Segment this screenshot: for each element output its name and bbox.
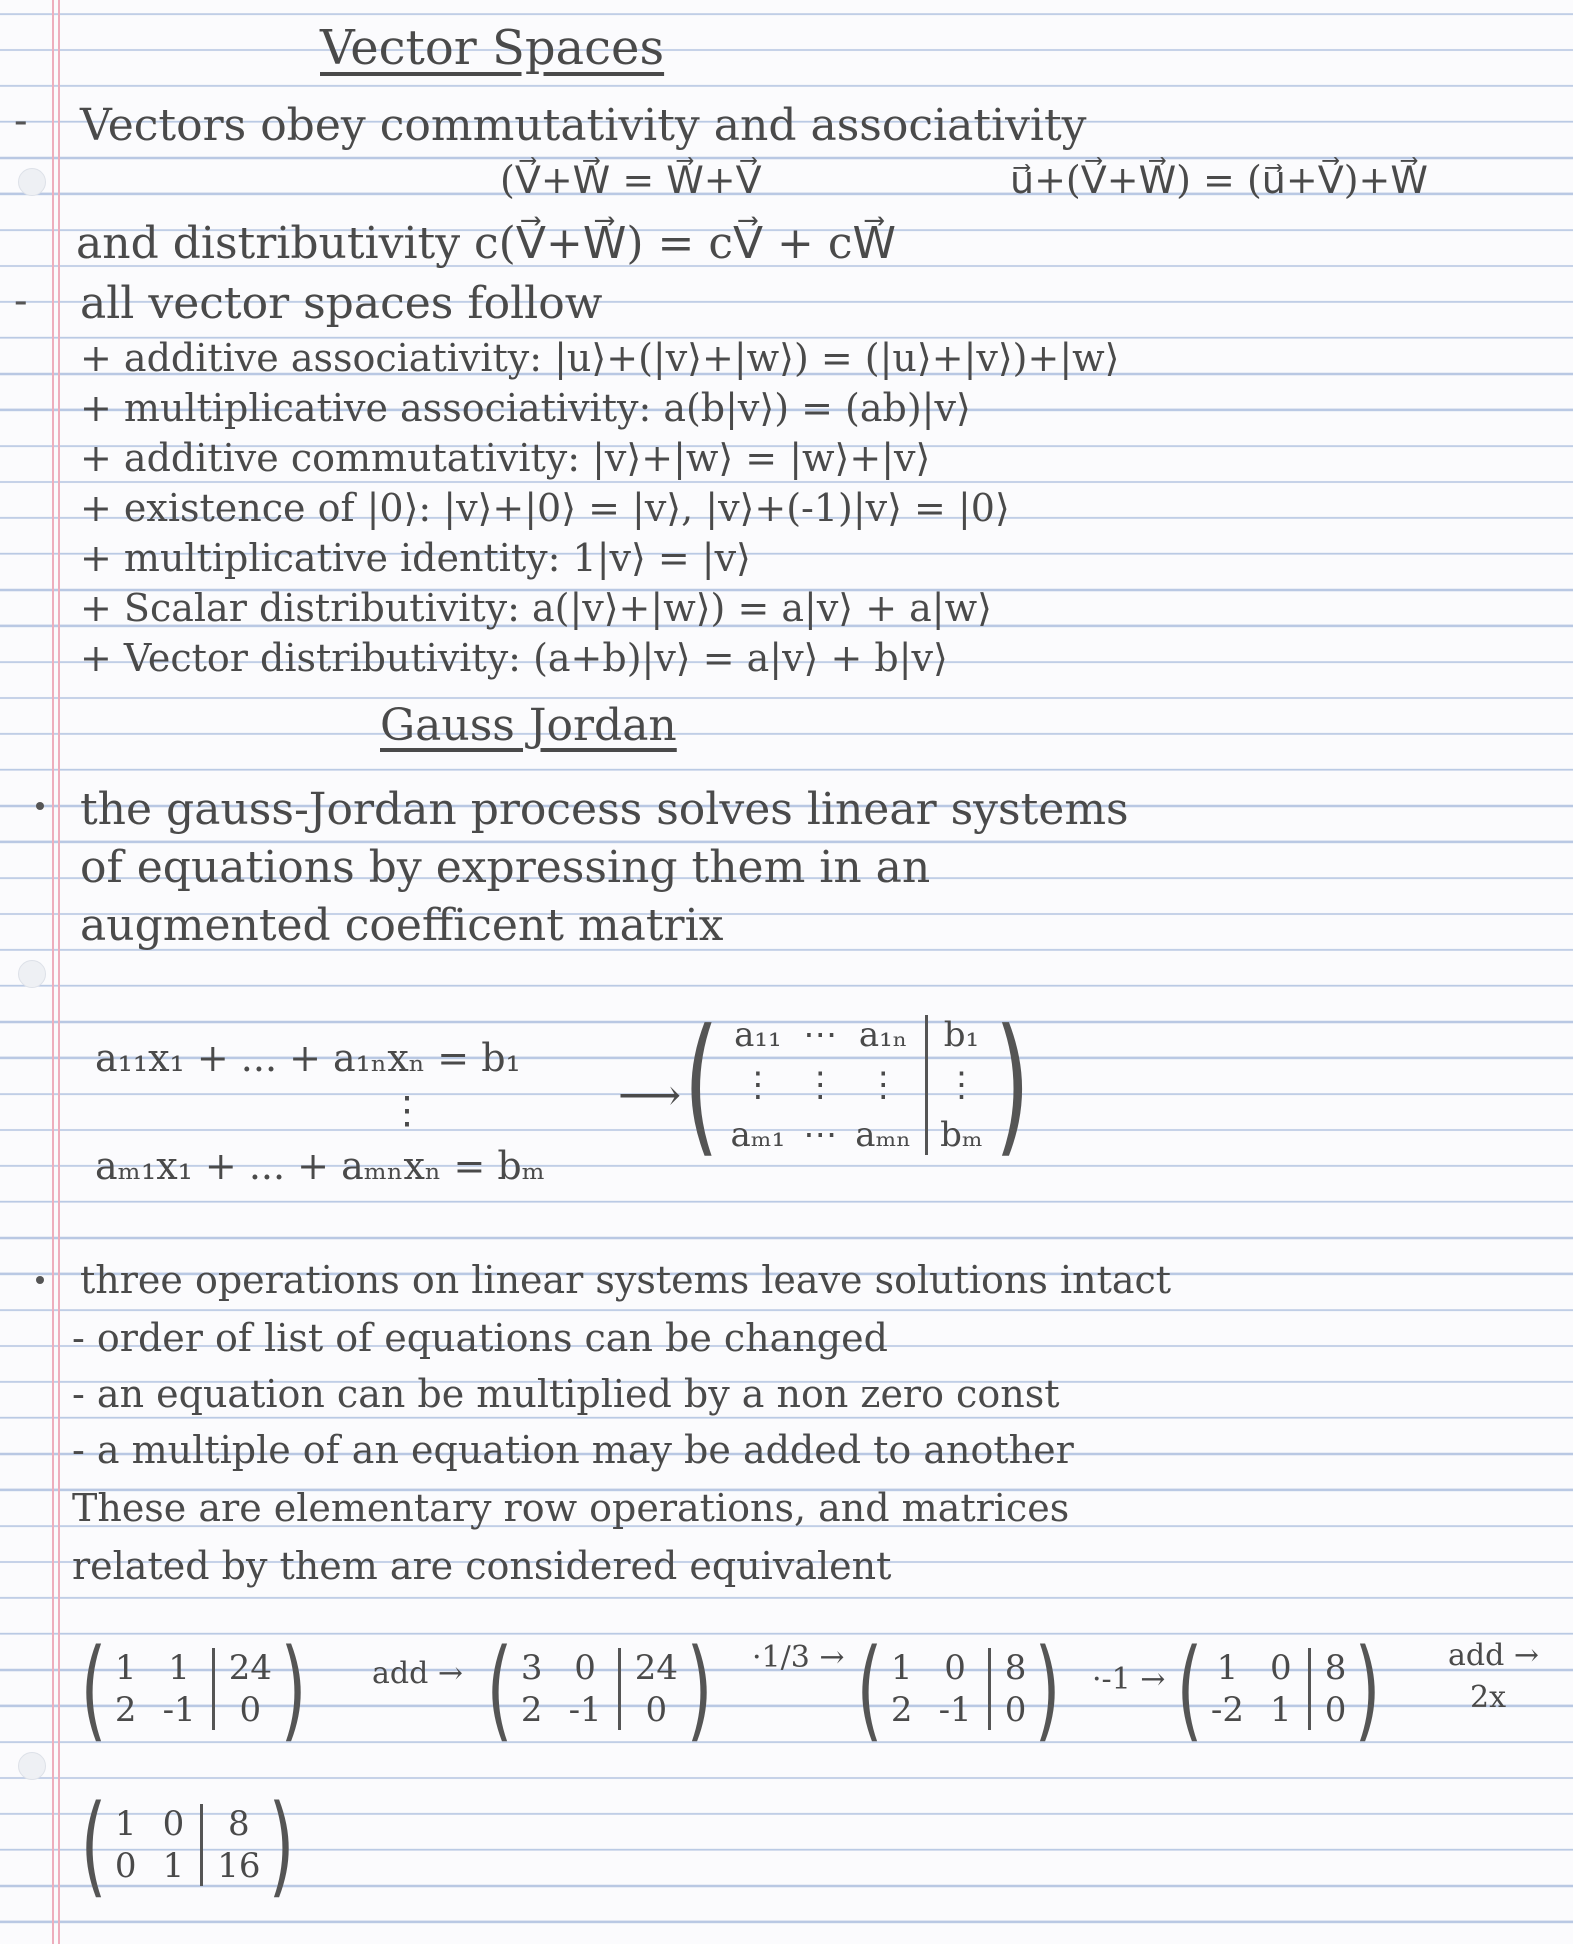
matrix-cell: 2	[114, 1690, 137, 1730]
vertical-dots: ⋮	[388, 1088, 426, 1132]
operation-sublabel: 2x	[1470, 1680, 1507, 1715]
matrix-step-2	[478, 1625, 721, 1753]
distributivity-line: and distributivity c(V⃗+W⃗) = cV⃗ + cW⃗	[76, 218, 897, 269]
matrix-coefficients	[115, 1648, 196, 1730]
bullet-marker	[36, 1276, 44, 1284]
matrix-cell: 2	[890, 1690, 913, 1730]
matrix-cell: 0	[162, 1804, 185, 1844]
matrix-rhs	[200, 1804, 260, 1886]
operation-label: ·1/3 →	[752, 1640, 845, 1675]
matrix-coefficients	[731, 1015, 912, 1155]
matrix-cell: 0	[1270, 1648, 1292, 1688]
matrix-step-1	[72, 1625, 315, 1753]
matrix-cell: ⋮	[740, 1065, 775, 1105]
axiom-line: + Scalar distributivity: a(|v⟩+|w⟩) = a|v⟩ + a|w⟩	[80, 586, 992, 630]
operation-label: add →	[1448, 1638, 1539, 1673]
axiom-line: + multiplicative identity: 1|v⟩ = |v⟩	[80, 536, 751, 580]
matrix-step-4	[1168, 1625, 1389, 1753]
matrix-cell: aₘ₁	[730, 1115, 786, 1155]
closing-line: related by them are considered equivalent	[72, 1544, 892, 1588]
axiom-line: + multiplicative associativity: a(b|v⟩) = (ab)|v⟩	[80, 386, 971, 430]
matrix-cell: 0	[1004, 1690, 1027, 1730]
matrix-cell: 1	[162, 1846, 185, 1886]
matrix-coefficients	[891, 1648, 972, 1730]
matrix-cell: -1	[162, 1690, 196, 1730]
gauss-paragraph-line: the gauss-Jordan process solves linear systems	[80, 784, 1129, 835]
matrix-rhs	[988, 1648, 1027, 1730]
left-paren: (	[80, 1625, 107, 1753]
matrix-cell: ⋮	[944, 1065, 979, 1105]
matrix-rhs	[925, 1015, 983, 1155]
matrix-cell: 24	[228, 1648, 272, 1688]
vectors-line: Vectors obey commutativity and associativity	[80, 100, 1087, 151]
bullet-marker	[36, 802, 44, 810]
matrix-cell: 1	[114, 1648, 137, 1688]
margin-line	[52, 0, 54, 1944]
associative-formula: u⃗+(V⃗+W⃗) = (u⃗+V⃗)+W⃗	[1010, 158, 1428, 202]
page-title: Vector Spaces	[320, 20, 665, 76]
matrix-cell: 8	[228, 1804, 250, 1844]
margin-line	[58, 0, 60, 1944]
right-paren: )	[994, 998, 1030, 1172]
operation-label: ·-1 →	[1092, 1662, 1166, 1697]
left-paren: (	[683, 998, 719, 1172]
binder-hole	[18, 960, 46, 988]
matrix-cell: -2	[1210, 1690, 1245, 1730]
matrix-cell: 1	[114, 1804, 137, 1844]
right-paren: )	[269, 1781, 295, 1909]
matrix-cell: 0	[239, 1690, 262, 1730]
matrix-cell: ⋮	[866, 1065, 901, 1105]
matrix-cell: 1	[168, 1648, 190, 1688]
right-paren: )	[686, 1625, 713, 1753]
matrix-coefficients	[1211, 1648, 1292, 1730]
arrow: ⟶	[618, 1070, 682, 1121]
dash-marker: -	[14, 278, 28, 324]
matrix-cell: bₘ	[940, 1115, 983, 1155]
binder-hole	[18, 168, 46, 196]
matrix-cell: 0	[114, 1846, 137, 1886]
commutative-formula: (V⃗+W⃗ = W⃗+V⃗	[500, 158, 762, 202]
axiom-line: + Vector distributivity: (a+b)|v⟩ = a|v⟩ + b|v⟩	[80, 636, 948, 680]
section-heading-gauss-jordan: Gauss Jordan	[380, 700, 677, 751]
matrix-coefficients	[521, 1648, 602, 1730]
matrix-cell: a₁₁	[734, 1015, 782, 1055]
axiom-line: + additive commutativity: |v⟩+|w⟩ = |w⟩+|v⟩	[80, 436, 931, 480]
matrix-cell: 1	[1216, 1648, 1239, 1688]
all-vector-spaces-line: all vector spaces follow	[80, 278, 603, 329]
matrix-result	[72, 1781, 303, 1909]
operation-item: - order of list of equations can be changed	[72, 1316, 888, 1360]
left-paren: (	[1176, 1625, 1203, 1753]
matrix-cell: ⋮	[803, 1065, 838, 1105]
matrix-cell: a₁ₙ	[858, 1015, 908, 1055]
matrix-cell: 3	[520, 1648, 543, 1688]
matrix-cell: 0	[645, 1690, 668, 1730]
matrix-rhs	[212, 1648, 272, 1730]
right-paren: )	[280, 1625, 307, 1753]
closing-line: These are elementary row operations, and matrices	[72, 1486, 1070, 1530]
matrix-cell: aₘₙ	[855, 1115, 912, 1155]
left-paren: (	[856, 1625, 883, 1753]
matrix-cell: 8	[1324, 1648, 1347, 1688]
equation-last: aₘ₁x₁ + ... + aₘₙxₙ = bₘ	[95, 1144, 545, 1188]
matrix-cell: b₁	[943, 1015, 980, 1055]
matrix-step-3	[848, 1625, 1069, 1753]
operation-label: add →	[372, 1656, 463, 1691]
matrix-cell: -1	[568, 1690, 602, 1730]
axiom-line: + additive associativity: |u⟩+(|v⟩+|w⟩) = (|u⟩+|v⟩)+|w⟩	[80, 336, 1120, 380]
left-paren: (	[486, 1625, 513, 1753]
gauss-paragraph-line: augmented coefficent matrix	[80, 900, 724, 951]
matrix-cell: 2	[520, 1690, 543, 1730]
matrix-cell: 0	[1324, 1690, 1347, 1730]
left-paren: (	[80, 1781, 107, 1909]
matrix-cell: ⋯	[803, 1015, 838, 1055]
binder-hole	[18, 1752, 46, 1780]
dash-marker: -	[14, 98, 28, 144]
operations-intro: three operations on linear systems leave solutions intact	[80, 1258, 1172, 1302]
augmented-matrix	[672, 998, 1041, 1172]
right-paren: )	[1034, 1625, 1061, 1753]
matrix-cell: ⋯	[803, 1115, 838, 1155]
right-paren: )	[1354, 1625, 1381, 1753]
axiom-line: + existence of |0⟩: |v⟩+|0⟩ = |v⟩, |v⟩+(-1)|v⟩ = |0⟩	[80, 486, 1010, 530]
matrix-cell: 8	[1004, 1648, 1027, 1688]
matrix-coefficients	[115, 1804, 184, 1886]
equation-first: a₁₁x₁ + ... + a₁ₙxₙ = b₁	[95, 1036, 521, 1080]
gauss-paragraph-line: of equations by expressing them in an	[80, 842, 931, 893]
matrix-cell: 24	[634, 1648, 678, 1688]
operation-item: - an equation can be multiplied by a non zero const	[72, 1372, 1060, 1416]
matrix-cell: 1	[1270, 1690, 1292, 1730]
matrix-rhs	[618, 1648, 678, 1730]
operation-item: - a multiple of an equation may be added to another	[72, 1428, 1074, 1472]
matrix-cell: 1	[890, 1648, 913, 1688]
matrix-rhs	[1308, 1648, 1347, 1730]
matrix-cell: -1	[938, 1690, 972, 1730]
matrix-cell: 0	[944, 1648, 966, 1688]
matrix-cell: 16	[217, 1846, 261, 1886]
matrix-cell: 0	[574, 1648, 596, 1688]
